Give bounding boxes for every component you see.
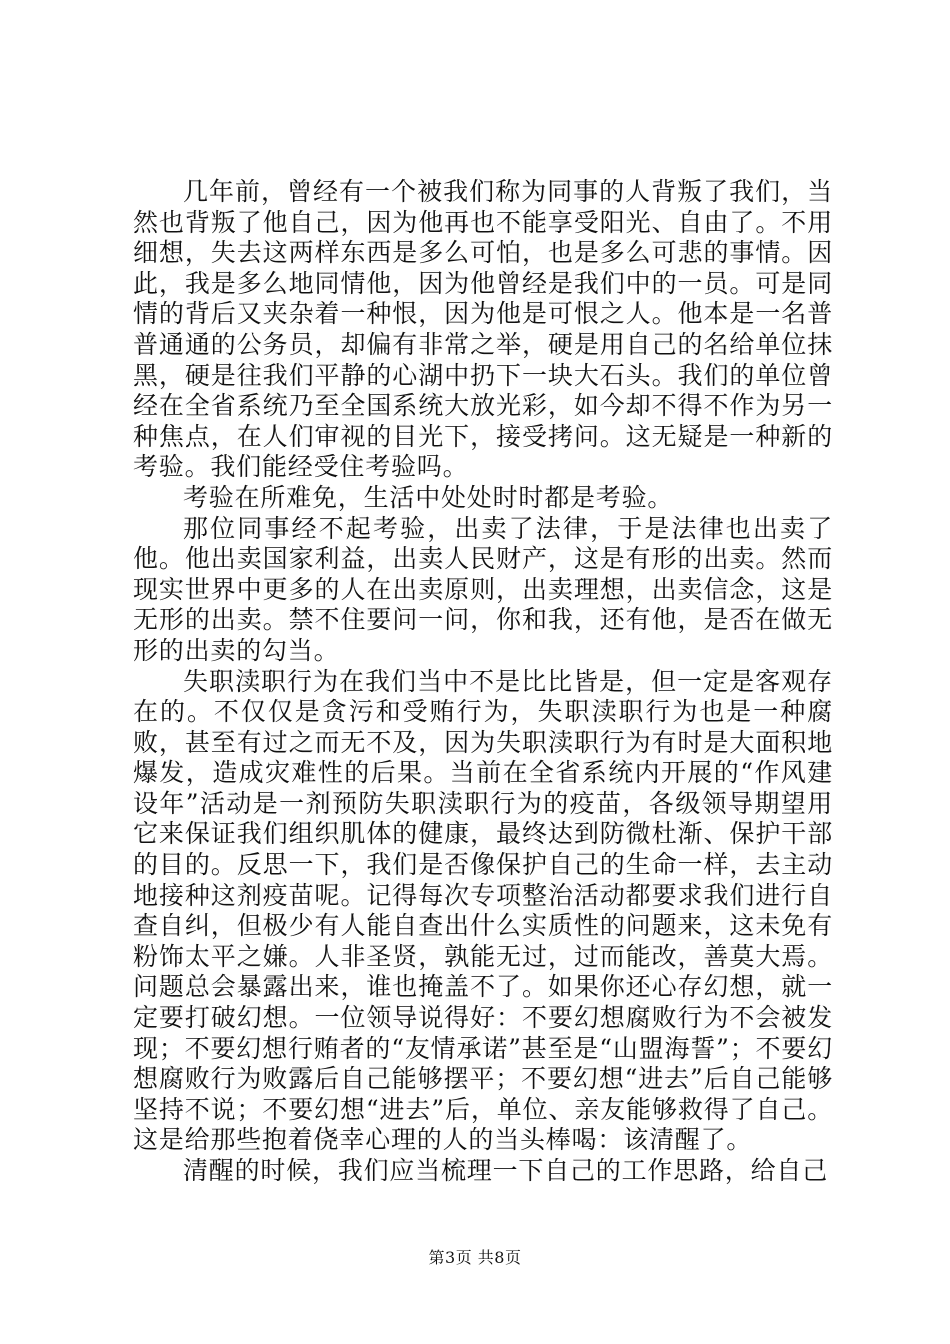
- page-number-footer: 第3页 共8页: [428, 1248, 522, 1267]
- paragraph: 失职渎职行为在我们当中不是比比皆是，但一定是客观存在的。不仅仅是贪污和受贿行为，失职渎职行为也是一种腐败，甚至有过之而无不及，因为失职渎职行为有时是大面积地爆发，造成灾难性的后果。当前在全省系统内开展的“作风建设年”活动是一剂预防失职渎职行为的疫苗，各级领导期望用它来保证我们组织肌体的健康，最终达到防微杜渐、保护干部的目的。反思一下，我们是否像保护自己的生命一样，去主动地接种这剂疫苗呢。记得每次专项整治活动都要求我们进行自查自纠，但极少有人能自查出什么实质性的问题来，这未免有粉饰太平之嫌。人非圣贤，孰能无过，过而能改，善莫大焉。问题总会暴露出来，谁也掩盖不了。如果你还心存幻想，就一定要打破幻想。一位领导说得好：不要幻想腐败行为不会被发现；不要幻想行贿者的“友情承诺”甚至是“山盟海誓”；不要幻想腐败行为败露后自己能够摆平；不要幻想“进去”后自己能够坚持不说；不要幻想“进去”后，单位、亲友能够救得了自己。这是给那些抱着侥幸心理的人的当头棒喝：该清醒了。: [133, 666, 833, 1155]
- paragraph: 几年前，曾经有一个被我们称为同事的人背叛了我们，当然也背叛了他自己，因为他再也不能享受阳光、自由了。不用细想，失去这两样东西是多么可怕，也是多么可悲的事情。因此，我是多么地同情他，因为他曾经是我们中的一员。可是同情的背后又夹杂着一种恨，因为他是可恨之人。他本是一名普普通通的公务员，却偏有非常之举，硬是用自己的名给单位抹黑，硬是往我们平静的心湖中扔下一块大石头。我们的单位曾经在全省系统乃至全国系统大放光彩，如今却不得不作为另一种焦点，在人们审视的目光下，接受拷问。这无疑是一种新的考验。我们能经受住考验吗。: [133, 177, 833, 482]
- paragraph: 考验在所难免，生活中处处时时都是考验。: [183, 482, 674, 512]
- document-body: [133, 177, 833, 1187]
- paragraph: 清醒的时候，我们应当梳理一下自己的工作思路，给自己: [183, 1156, 829, 1185]
- paragraph: 那位同事经不起考验，出卖了法律，于是法律也出卖了他。他出卖国家利益，出卖人民财产，这是有形的出卖。然而现实世界中更多的人在出卖原则，出卖理想，出卖信念，这是无形的出卖。禁不住要问一问，你和我，还有他，是否在做无形的出卖的勾当。: [133, 513, 833, 665]
